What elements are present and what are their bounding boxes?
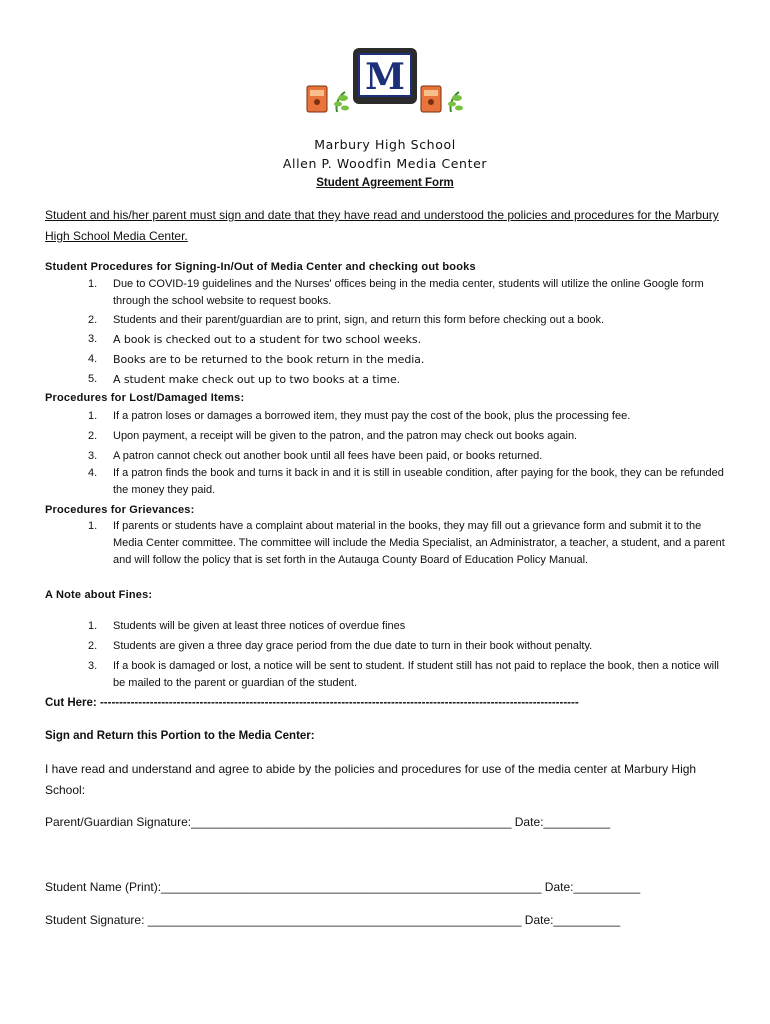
section-heading-lost: Procedures for Lost/Damaged Items: bbox=[45, 392, 245, 404]
form-title: Student Agreement Form bbox=[316, 177, 454, 189]
intro-text: Student and his/her parent must sign and date that they have read and understood the policies and procedures for the Marbury High School Media Center. bbox=[45, 208, 719, 243]
media-center-name: Allen P. Woodfin Media Center bbox=[282, 156, 488, 171]
plant-icon-left bbox=[334, 92, 349, 112]
section-heading-grievances: Procedures for Grievances: bbox=[45, 504, 195, 516]
section-heading-fines: A Note about Fines: bbox=[45, 589, 153, 601]
list-number: 1. bbox=[88, 410, 98, 422]
list-number: 2. bbox=[88, 314, 98, 326]
list-item: Books are to be returned to the book return in the media. bbox=[113, 353, 425, 366]
student-name-line[interactable]: Student Name (Print):_________________________________________________________ Date:__________ bbox=[45, 880, 641, 894]
list-item: Students and their parent/guardian are to print, sign, and return this form before checking out a book. bbox=[113, 314, 605, 326]
list-item: If a book is damaged or lost, a notice will be sent to student. If student still has not paid to replace the book, then a notice will be mailed to the parent or guardian of the student. bbox=[113, 660, 719, 689]
list-number: 3. bbox=[88, 660, 98, 672]
list-item: If parents or students have a complaint about material in the books, they may fill out a grievance form and submit it to the Media Center committee. The committee will include the Media Specialist, an Administrator, a teacher, a student, and a parent and will follow the policy that is set forth in the Autauga County Board of Education Policy Manual. bbox=[113, 520, 725, 566]
book-icon-right bbox=[421, 86, 441, 112]
logo-letter: M bbox=[365, 56, 405, 98]
list-number: 1. bbox=[88, 278, 98, 290]
list-item: A student make check out up to two books at a time. bbox=[113, 373, 401, 386]
list-number: 2. bbox=[88, 430, 98, 442]
list-number: 3. bbox=[88, 333, 98, 345]
school-name: Marbury High School bbox=[314, 137, 456, 152]
agreement-text: I have read and understand and agree to abide by the policies and procedures for use of the media center at Marbury High School: bbox=[45, 762, 697, 797]
school-logo bbox=[305, 46, 465, 120]
list-number: 1. bbox=[88, 520, 98, 532]
section-heading-signing: Student Procedures for Signing-In/Out of Media Center and checking out books bbox=[45, 261, 476, 273]
list-number: 2. bbox=[88, 640, 98, 652]
list-item: If a patron finds the book and turns it back in and it is still in useable condition, after paying for the book, they can be refunded the money they paid. bbox=[113, 467, 724, 496]
list-item: Due to COVID-19 guidelines and the Nurses' offices being in the media center, students will utilize the online Google form through the school website to request books. bbox=[113, 278, 704, 307]
list-number: 3. bbox=[88, 450, 98, 462]
list-item: A patron cannot check out another book until all fees have been paid, or books returned. bbox=[113, 450, 543, 462]
m-emblem bbox=[353, 48, 417, 104]
return-heading: Sign and Return this Portion to the Media Center: bbox=[45, 730, 315, 742]
student-signature-line[interactable]: Student Signature: ________________________________________________________ Date:__________ bbox=[45, 913, 621, 927]
cut-line: Cut Here: ----------------------------------------------------------------------------------------------------------------------------- bbox=[45, 697, 579, 709]
book-icon-left bbox=[307, 86, 327, 112]
logo-graphic bbox=[305, 46, 465, 120]
list-number: 4. bbox=[88, 467, 98, 479]
list-number: 1. bbox=[88, 620, 98, 632]
list-item: Upon payment, a receipt will be given to the patron, and the patron may check out books again. bbox=[113, 430, 578, 442]
list-item: If a patron loses or damages a borrowed item, they must pay the cost of the book, plus the processing fee. bbox=[113, 410, 631, 422]
parent-signature-line[interactable]: Parent/Guardian Signature:________________________________________________ Date:__________ bbox=[45, 815, 611, 829]
plant-icon-right bbox=[448, 92, 463, 112]
list-number: 5. bbox=[88, 373, 98, 385]
list-number: 4. bbox=[88, 353, 98, 365]
list-item: A book is checked out to a student for two school weeks. bbox=[113, 333, 421, 346]
list-item: Students will be given at least three notices of overdue fines bbox=[113, 620, 406, 632]
list-item: Students are given a three day grace period from the due date to turn in their book without penalty. bbox=[113, 640, 593, 652]
